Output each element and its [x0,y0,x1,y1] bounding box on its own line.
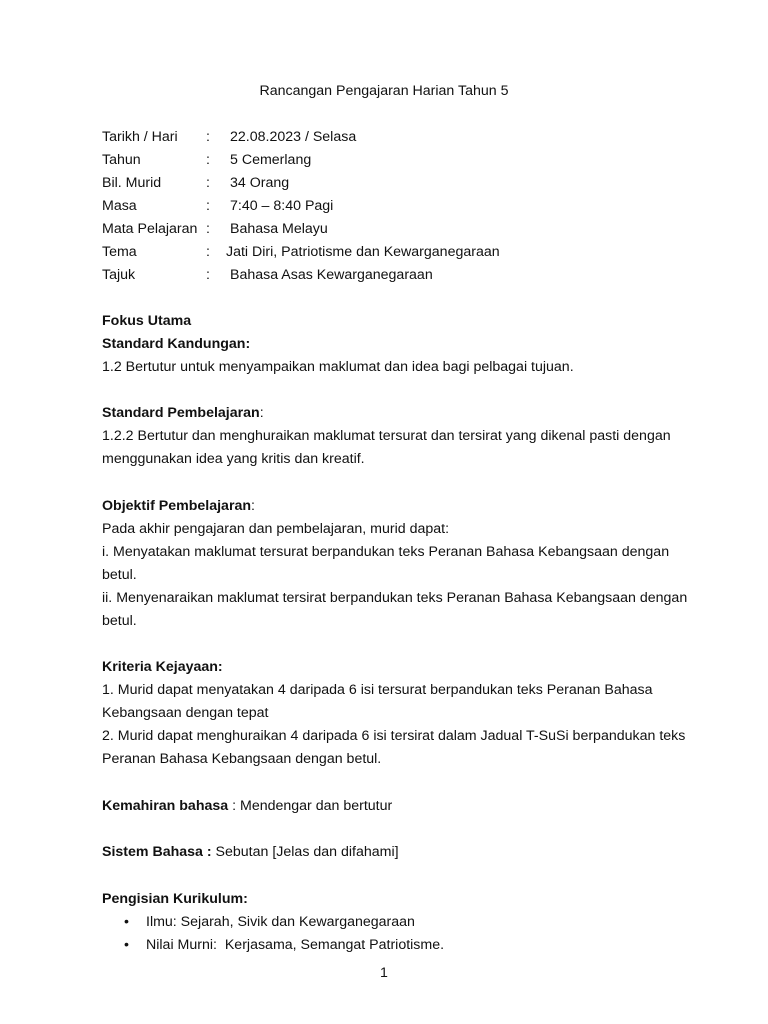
heading-colon: : [259,405,264,421]
standard-kandungan-text: 1.2 Bertutur untuk menyampaikan maklumat dan idea bagi pelbagai tujuan. [102,359,574,375]
kriteria-item: 2. Murid dapat menghuraikan 4 daripada 6 isi tersirat dalam Jadual T-SuSi berpandukan teks [102,728,686,744]
list-item-text: Nilai Murni: Kerjasama, Semangat Patriotisme. [146,937,445,953]
kemahiran-text: : Mendengar dan bertutur [228,798,393,814]
info-label: Bil. Murid [102,175,162,191]
info-row-mata-pelajaran [102,218,328,241]
info-colon: : [206,152,210,168]
kemahiran-bahasa-line [102,795,702,818]
info-value: Bahasa Asas Kewarganegaraan [230,267,433,283]
list-item [102,911,444,934]
fokus-utama-section [102,310,702,379]
objektif-item: betul. [102,613,137,629]
info-label: Masa [102,198,137,214]
standard-pembelajaran-line: menggunakan idea yang kritis dan kreatif. [102,451,365,467]
heading-colon: : [251,498,255,514]
standard-kandungan-heading: Standard Kandungan: [102,336,251,352]
info-row-tema [102,241,500,264]
info-value: Jati Diri, Patriotisme dan Kewarganegaraan [226,244,500,260]
list-item-text: Ilmu: Sejarah, Sivik dan Kewarganegaraan [146,914,415,930]
info-value: 34 Orang [230,175,290,191]
info-label: Tarikh / Hari [102,129,178,145]
kriteria-heading: Kriteria Kejayaan: [102,659,223,675]
sistem-bahasa-line [102,841,702,864]
list-item [102,934,444,957]
info-label: Tahun [102,152,141,168]
objektif-item: ii. Menyenaraikan maklumat tersirat berpandukan teks Peranan Bahasa Kebangsaan dengan [102,590,688,606]
info-value: Bahasa Melayu [230,221,328,237]
bullet-icon: • [124,937,129,953]
kemahiran-label: Kemahiran bahasa [102,798,229,814]
bullet-icon: • [124,914,129,930]
page-title: Rancangan Pengajaran Harian Tahun 5 [259,83,509,99]
sistem-text: Sebutan [Jelas dan difahami] [211,844,399,860]
info-colon: : [206,267,210,283]
fokus-heading: Fokus Utama [102,313,192,329]
info-colon: : [206,221,210,237]
info-colon: : [206,129,210,145]
info-value: 7:40 – 8:40 Pagi [230,198,334,214]
info-row-tajuk [102,264,433,287]
objektif-intro: Pada akhir pengajaran dan pembelajaran, murid dapat: [102,521,450,537]
standard-pembelajaran-section [102,402,702,471]
kriteria-item: Peranan Bahasa Kebangsaan dengan betul. [102,751,382,767]
info-row-tarikh [102,126,356,149]
standard-pembelajaran-line: 1.2.2 Bertutur dan menghuraikan maklumat tersurat dan tersirat yang dikenal pasti dengan [102,428,671,444]
page-number: 1 [380,965,388,981]
info-colon: : [206,244,210,260]
pengisian-list [102,911,444,957]
info-label: Tajuk [102,267,136,283]
info-row-bil-murid [102,172,289,195]
pengisian-heading: Pengisian Kurikulum: [102,891,248,907]
pengisian-heading-block [102,888,702,911]
info-value: 22.08.2023 / Selasa [230,129,357,145]
info-row-masa [102,195,333,218]
info-row-tahun [102,149,311,172]
objektif-heading: Objektif Pembelajaran [102,498,252,514]
info-colon: : [206,175,210,191]
info-label: Mata Pelajaran [102,221,198,237]
kriteria-section [102,656,702,771]
kriteria-item: 1. Murid dapat menyatakan 4 daripada 6 isi tersurat berpandukan teks Peranan Bahasa [102,682,653,698]
sistem-label: Sistem Bahasa : [102,844,212,860]
objektif-item: betul. [102,567,137,583]
kriteria-item: Kebangsaan dengan tepat [102,705,269,721]
info-label: Tema [102,244,137,260]
standard-pembelajaran-heading: Standard Pembelajaran [102,405,260,421]
info-colon: : [206,198,210,214]
info-value: 5 Cemerlang [230,152,312,168]
objektif-section [102,495,702,633]
objektif-item: i. Menyatakan maklumat tersurat berpandukan teks Peranan Bahasa Kebangsaan dengan [102,544,670,560]
